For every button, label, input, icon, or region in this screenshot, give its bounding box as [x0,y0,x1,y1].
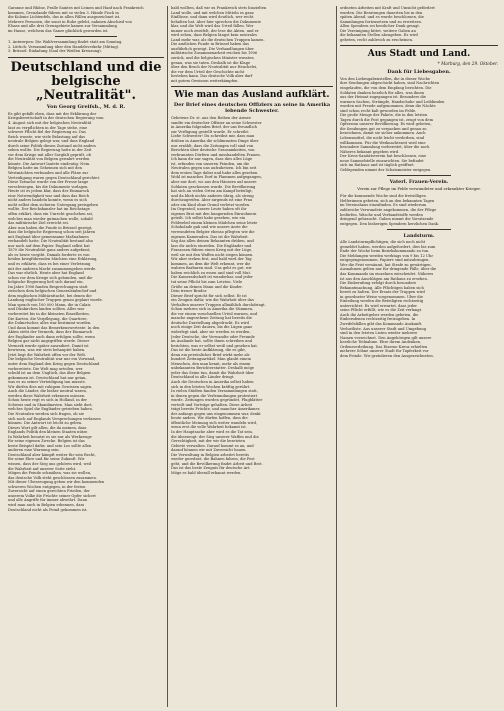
text-line: Verhalten unserer Truppen allmählich durchdringt. [171,302,266,307]
text-line: öffentliche Meinung sich weiter wandeln wird, [171,420,258,425]
text-line: wurden mit Freude aufgenommen, denn die Nächte [340,104,436,109]
text-line: Ich kann dir nur sagen, dass dies alles Lüge [171,157,253,162]
text-line: Landung englischer Truppen genau geplant wurde. [8,298,103,303]
text-line: hundert Zeitungsartikel. Man glaubt einem [171,357,251,362]
col1-intro [8,6,164,33]
text-line: Neutralen gegen uns aufzuhetzen. Ich bin seit [171,166,257,171]
text-line: Die große Menge der Pakete, die in den letzten [340,113,428,118]
text-line: ein Zeugnis dafür, wie die Wahrheit über das [171,298,254,303]
text-line: beste Beispiel dafür, und sein Los sollte allen [8,443,92,448]
text-line: tut seine Pflicht bis zum Letzten. Viele [171,279,243,284]
text-line: berichten, was er selbst weiß und gesehen hat. [171,343,259,348]
text-line: Schokolade gab und wie unsere Ärzte die [171,225,248,230]
text-line: Das war ehrlich. Heute aber hat England [8,271,84,276]
text-line: denn ein persönlicher Brief wirkt mehr als [171,352,250,357]
text-line: als es heute vorgibt. Damals forderte es von [8,252,90,257]
text-line: Alle Landsturmpflichtigen, die sich noch nicht [340,240,426,245]
text-line: Grüße an deinen Mann und die Kinder. [171,284,243,289]
text-line: wollte. Der Reichskanzler hat im Reichstage [8,207,90,212]
text-line: Die Einberufung erfolgt durch besondere [340,281,417,286]
text-line: eigenes Brot mit den hungernden Einwohnern [171,211,257,216]
text-line: Dieser Brief spricht für sich selbst. Er ist [171,293,247,298]
text-line: Deutschland nicht als Feind gekommen ist. [8,507,88,512]
text-line: und Dünkirchen landen sollten. Alles war [8,307,85,312]
text-line: zur Verfügung gestellt wurde. Er schreibt: [171,129,250,134]
text-line: drüben in Amerika die schlimmsten Dinge über [171,139,259,144]
text-line: kommen, Grenzlande führen mit so vielen 3. Hände Fisch in [8,10,119,15]
text-line: bewiesen, was wir stets behauptet haben. [8,348,86,353]
text-line: Jetzt liegt die Wahrheit offen vor der Welt. [8,352,87,357]
text-line: Auch die Deutschen in Amerika selbst haben [171,380,254,385]
divider [55,36,117,37]
text-line: hat sich an vielen Orten am Kampf beteiligt, [171,189,253,194]
text-line: Die Kameradschaft ist wunderbar, und jeder [171,275,253,280]
text-line: Mehrere Personen, die sonst in Ruhe gelebt, nahmen Abschied von [8,19,132,24]
col3-top-text [340,6,498,42]
column-rule-2 [336,6,337,707]
text-line: Helferinnen gebeten, sich an den bekannten Tagen [340,198,435,203]
text-line: uns erzählt, dass die Zeitungen voll sind von [171,143,254,148]
article-byline: Von Georg Greifsh., M. d. R. [46,103,126,110]
text-line: Die Neutralen werden sich fragen, ob sie [8,412,84,417]
text-line: 1. Antwerpen: Die Wahlversammlung findet statt am Sonntag. [8,40,123,45]
text-line: In vielen Städten fanden Versammlungen statt, [171,389,258,394]
text-line: könnte. Die Antwort lautete eindeutig: Nein. [8,161,91,166]
text-line: die Wahrheit auf unserer Seite steht. [8,466,77,471]
text-line: Der Kreis-Sanitätsverein hat beschlossen, eine [340,154,427,159]
text-line: die Sendungen gut zu verpacken und genau zu [340,126,427,131]
text-line: sandte ein deutscher Offizier an seine Schwester [171,120,262,125]
text-line: gekommen ist. Deutschland hat nur getan, [8,375,87,380]
text-line: 2. Lüttich: Versammlung über den Handelsverkehr (Mittag). [8,44,120,49]
text-line: Einberufenen rechtzeitig freizugeben. In [340,317,416,322]
text-line: verbrannten Dörfern und misshandelten Frauen. [171,152,261,157]
text-line: vorbereitet bis in die kleinsten Einzelheiten. [8,311,90,316]
text-line: und da blieb nichts anderes übrig, als streng [171,193,254,198]
text-line: Mögen die Feinde schmähen, was sie wollen, [8,471,92,476]
text-line: warmen Sachen, Strümpfe, Handschuhe und Leibbinden [340,99,445,104]
text-line: Dein treuer Bruder. [171,289,208,294]
text-line: sich noch auf Englands Versprechungen verlassen [8,416,101,421]
text-line: sehen wollte. Die Regierung hatte in der Zeit [8,148,92,153]
text-line: neutrale Belgien gelegt war, und dass England [8,139,95,144]
text-line: Wir dürfen dies mit ruhigem Gewissen sagen. [8,384,93,389]
text-line: offen erklärt, dass ein Unrecht geschehen sei, [8,211,94,216]
text-line: Garonne und Rhône, Pralle Saintes mit Leinen und Hanf nach Frankreich [8,6,144,10]
text-line: belgische Regierung ließ sich darauf ein. [8,280,84,285]
text-line: vor dem Kriege mit aller Sorgfalt geprüft, ob [8,152,91,157]
text-line: Von den Liebesgabenstellen, die in dieser Woche [340,76,431,81]
text-line: welches man wieder gutmachen wolle, sobald [8,216,93,221]
text-line: ordneten Arbeiten mit Kraft und Umsicht gefördert [340,6,435,10]
text-line: entgegen. Den bisherigen Spendern herzlichen Dank. [340,221,440,226]
text-line: wurden. Die Beratungen dauerten bis in den [340,10,423,15]
text-line: Menschen, den man kennt, mehr als einem [171,361,251,366]
text-line: Auch die Arbeitgeber werden gebeten, die [340,312,419,317]
text-line: dem Feinde. Wir gratulieren den Ausgezeichneten. [340,353,434,358]
text-line: willkommen. Für die Weihnachtszeit wird eine [340,140,426,145]
column-3 [340,6,498,707]
text-line: Zuversicht auf einen gerechten Frieden, der [8,489,90,494]
text-line: In Wahrheit benutzt es sie nur als Werkzeuge [8,434,92,439]
text-line: verschwiegen, bis die Dokumente vorlagen. [8,184,89,189]
text-line: schon vor dem Kriege sich gebunden, und die [8,275,93,280]
text-line: Franzosen führen einen Krieg mit der Lüge, [171,248,253,253]
text-line: mit der anderen Macht zusammengehen werde. [8,266,97,271]
text-line: die vor einem vorschnellen Urteil warnen, und [171,311,258,316]
text-line: die Neutralität von Belgien gewahrt werden [8,157,90,162]
text-line: Es gibt gefallt eben, dass mit der Erklärung der [8,111,97,116]
text-line: geht, und die Bevölkerung findet Arbeit und Brot. [171,461,263,466]
text-line: wurde. Zeitungen wurden gegründet, Flugblätter [171,398,263,403]
text-line: Westmächten verbunden und alle Pläne zur [8,171,89,176]
text-line: zwischen dem belgischen Generalstabschef und [8,289,97,294]
text-line: lass dir nichts einreden. Die Engländer und [171,243,252,248]
text-line: zahlreiche Verwundete angekommen, die der Pflege [340,208,437,212]
text-line: 3. Brüssel: Einladung (Saal der Weißen Kreuzung). [8,49,102,54]
text-line: weil sie mit den Waffen nicht siegen können. [171,252,254,257]
text-line: sind in den letzten Listen wieder mehrere [340,331,418,336]
text-line: neue Sammelstelle einzurichten. Sie befindet [340,158,424,163]
text-line: für seine eigenen Zwecke. Belgien ist das [8,439,85,444]
text-line: Näheres bekannt gegeben wird. [340,149,400,154]
section-title: Aus Stadt und Land. [367,49,471,60]
text-line: eigenen Kameraden. Das ist die Wahrheit. [171,234,249,239]
text-line: unserem Volke die Früchte seiner Opfer sichert [8,493,96,498]
text-line: Wir aber stehen fest, und bald wird der Tag [171,257,252,262]
text-line: verteilt und Vorträge gehalten. Diese Arbeit [171,402,253,407]
text-line: Soldaten danken herzlich für alles, was ihnen [340,90,425,95]
text-line: Auch die Länder, die bisher neutral waren, [8,389,88,394]
text-line: nicht anders handeln konnte, wenn es sich [8,198,87,203]
text-line: die Kolonie Lichtenfels, das in allen Fällen ausgezeichnet ist. [8,15,121,20]
text-line: Reich wusste, wie viele Belastung auf das [8,134,86,139]
text-line: Kriegsbereitschaft in der deutschen Regierung vom [8,116,104,121]
text-line: nicht selbst dem sicheren Untergang preisgeben [8,202,99,207]
text-line: unterrichtet. Es wird erwartet, dass jeder [340,303,417,308]
divider [387,175,450,176]
text-line: können. Die Antwort ist leicht zu geben. [8,421,83,426]
text-line: mehrere Söhne unserer Stadt für Tapferkeit vor [340,349,429,354]
text-line: werden diese Wahrheit erkennen müssen. [8,393,86,398]
text-line: 1870 die Neutralität ganz anders aufgefasst, [8,248,91,253]
text-line: Namen verzeichnet. Den Angehörigen gilt unsere [340,335,432,340]
text-line: Vermerk wurde später ausradiert. Damit ist [8,343,89,348]
text-line: und es erklärte, dass es bei einer Verletzung [8,261,91,266]
text-line: beiden kriegführenden Mächten eine Erklärung, [8,257,98,262]
text-line: Heute ist es jedem klar, dass der Einmarsch [8,189,90,194]
text-line: dass die belgische Regierung schon seit Jahren [8,230,96,235]
text-line: Im Gegenteil, unsere Leute haben oft ihr [171,207,247,212]
text-line: schuld ist an dem Unglück, das über Belgien [8,371,91,376]
text-line: deutsche Darstellung abgedruckt. Es wird [171,320,249,325]
text-line: Das ist die beste Aufklärung, die es gibt, [171,348,246,353]
text-line: wissen, dass der Sieg uns gehören wird, weil [8,462,92,467]
text-line: unter dem England den Krieg gegen Deutschland [8,362,100,366]
notice-body [340,194,498,226]
text-line: der Engländer auch dann erfolgen sollte, wenn [8,334,95,339]
text-line: darauf können wir mit Zuversicht bauen. [171,448,247,453]
text-line: zurück, und die belgischen Minister wussten [171,56,254,61]
text-line: eine Notwendigkeit war und dass das Reich [8,193,89,198]
text-line: mit England über gemeinsame Maßnahmen [8,234,89,239]
text-line: gemeldet haben, werden aufgefordert, dies bis zum [340,244,436,249]
text-line: im Vereinshaus einzufinden. Es sind wiederum [340,203,427,208]
text-line: das militärische Ziel erreicht sei. [8,221,69,226]
article-subhead-2: Der Brief eines deutschen Offiziers an seine in Amerika lebende Schwester. [173,102,331,115]
article-body-2 [171,116,333,475]
col2-top-text [171,6,333,83]
text-line: Schweiz und in Skandinavien. Man sieht dort, [8,402,93,407]
text-line: für seine Ehre und für seine Zukunft. Wir [8,457,85,462]
text-line: Einflüsse, und dann wird deutlich, wer recht [171,15,254,20]
column-1 [8,6,164,707]
text-line: sind schon recht kalt geworden im Felde. [340,108,417,113]
text-line: wieder geordnet, die Bahnen fahren, die Post [171,457,255,462]
text-line: haben reichlich zu essen und sind voll Mut. [171,270,252,275]
text-line: wird man auch in Belgien erkennen, dass [8,502,85,507]
text-line: die vor dem Urteil der Geschichte nicht [171,69,245,74]
text-line: Geldspenden nimmt der Schatzmeister entgegen. [340,167,432,172]
notice-subtitle: Verein zur Pflege im Felde verwundeter und erkrankter Krieger. [357,186,481,192]
text-line: Land mehr war, als die deutschen Truppen kamen. [171,37,265,42]
text-line: durchzugreifen. Aber nirgends ist eine Frau [171,198,253,203]
text-line: kommen, an dem die Welt erkennt, wer die [171,261,251,266]
text-line: Ausnahmen gelten nur für dringende Fälle, über die [340,267,437,272]
text-line: schwere Pflicht fiel der Regierung zu. Das [8,130,86,135]
text-line: bedürfen. Wäsche und Verbandstoffe werden [340,212,423,217]
text-line: Verteidigung waren gegen Deutschland gerichtet. [8,175,101,180]
text-line: besondere Sammlung vorbereitet, über die noch [340,145,430,150]
text-line: Tagen durch die Post gegangen ist, zeugt von dem [340,117,433,122]
text-line: Allen Spendern sei herzlicher Dank gesagt. [340,24,421,29]
text-line: wird sehen, dass Belgien längst kein neutrales [171,33,257,38]
text-line: Sag das allen deinen Bekannten drüben, und [171,239,254,244]
text-line: Akten steht der Vermerk, dass der Einmarsch [8,330,93,335]
text-line: vorbereitete. Die Welt mag urteilen, wer [8,366,83,371]
text-line: im Auslande hat, sollte ihnen schreiben und [171,339,253,344]
text-line: über den Bruch der Neutralität nur Heuchelei, [171,65,258,70]
text-line: genau, was sie taten. Deshalb ist die Klage [171,60,251,65]
text-line: Die Vereinigung bittet, weitere Gaben an [340,28,416,33]
text-line: aber nur dort, wo aus den Häusern auf unsere [171,179,257,184]
text-line: ausführlich gezeigt. Die Verhandlungen über [171,46,254,51]
divider [171,86,333,87]
text-line: Die Verwaltung in Belgien arbeitet bereits [171,452,249,457]
text-line: entgegengenommen. Papiere sind mitzubringen. [340,258,430,263]
text-line: Mit dieser Überzeugung gehen wir den kommenden [8,480,105,485]
text-line: seine Pflicht erfüllt, wie es die Zeit verlangt. [340,308,423,313]
text-line: Diese Tatsache wurde von der Presse lange [8,180,89,185]
text-line: im Hause, welchem das Ganze glücklich geworden ist. [8,28,109,33]
text-line: In der Hauptsache aber wird es die Tat sein, [171,430,254,435]
text-line: bald wollten, daß wir zu Frankreich stets hinzielten [171,6,267,10]
text-line: bereit zu halten. Der Ersatz der Truppen wird [340,290,425,295]
text-line: das Kommando im einzelnen entscheidet. Näheres [340,272,434,277]
text-line: anderen eine Warnung sein. [8,448,60,453]
text-line: Ordensverleihung. Das Eiserne Kreuz erhielten [340,344,428,349]
text-line: Zweifelsfällen gibt das Kommando Auskunft. [340,322,423,327]
text-line: Bekanntmachung. Alle Pflichtigen haben sich [340,285,424,290]
text-line: Land wolle, und mit welchen Mitteln es ganz [171,10,254,15]
text-line: nur noch auf dem Papier. England selbst hat [8,243,90,248]
divider [8,57,164,58]
text-line: in Amerika folgenden Brief, der uns freundlich [171,125,258,130]
text-line: Die Meldungen werden werktags von 9 bis 12 Uhr [340,253,434,258]
text-line: militärische Zusammenarbeit reichen bis 1906 [171,51,258,56]
text-line: mit gutem Gewissen weiterkämpfen. [171,78,239,83]
text-line: wahren Barbaren sind. Uns geht es gut, wir [171,266,252,271]
text-line: Man sprach von 100 000 Mann, die in Calais [8,302,91,307]
text-line: klar, und die Welt wird das Urteil fällen. Wer [171,24,254,29]
text-line: oder ein Kind ohne Grund verletzt worden. [171,202,251,207]
text-line: Dieses Wort gilt allen, die da meinen, dass [8,425,87,430]
text-line: Verlustliste. Aus unserer Stadt und Umgebung [340,326,427,331]
column-2 [171,6,333,707]
text-line: Die belgische Neutralität war nur ein Vorwand, [8,357,96,362]
text-line: trägt bereits Früchte, und mancher Amerikaner, [171,407,261,412]
text-line: die Dolmetscher, alles war bestimmt worden. [8,321,92,326]
text-line: das deutsche Volk steht geschlossen zusammen. [8,475,97,480]
text-line: eingelaufen, die von dem Empfang berichten. Die [340,85,432,90]
text-line: Soldaten geschossen wurde. Die Bevölkerung [171,184,256,189]
text-line: Die Karten, die Verpflegung, die Quartiere, [8,316,88,321]
notice2-body [340,240,498,358]
text-line: Schon mehren sich in Amerika die Stimmen, [171,307,254,312]
text-line: Feldwebel einem kleinen Mädchen seine letzte [171,220,258,225]
section-dateline: * Marburg, den 29. Oktober. [437,61,498,67]
text-line: und alle Angriffe für immer abwehrt. Dann [8,498,88,503]
text-line: Möge es bald überall erkannt werden. [171,470,242,475]
text-line: sich im Rathaus und ist täglich geöffnet. [340,163,415,168]
text-line: Wer die Frist versäumt, hat Strafe zu gewärtigen. [340,262,432,267]
text-line: Liebe Schwester! Du schreibst mir, dass man [171,134,255,139]
text-line: Opfersinn unserer Bevölkerung. Es wird gebeten, [340,122,432,127]
divider [387,229,450,230]
text-line: geteilt. Ich selbst habe gesehen, wie ein [171,216,246,221]
text-line: Und dann kommt das Bemerkenswerteste: In den [8,325,100,330]
text-line: was es zu seiner Verteidigung tun musste. [8,380,86,385]
text-line: Aber nun haben die Funde in Brüssel gezeigt, [8,225,93,230]
text-line: 4. August sich mit der belgischen Neutralität [8,121,92,126]
text-line: immer noch zweifelt, der lese die Akten, und er [171,28,259,33]
text-line: Die amtlichen Funde in Brüssel haben das [171,42,250,47]
text-line: in denen gegen die Verleumdungen protestiert [171,393,258,398]
section-body [340,77,498,172]
text-line: Belgien hatte im Geheimen sich mit den [8,166,82,171]
notice-title: Vaterl. Frauen-Verein. [389,179,449,186]
text-line: verhandelt hatte. Die Neutralität bestand also [8,239,94,244]
text-line: gebeten, recht zahlreich zu erscheinen. [340,37,414,42]
text-line: behalten hat. Aber hier sprechen die Dokumente [171,19,262,24]
text-line: Gebetene Dr. st. aus den Reihen der Armee [171,116,251,121]
text-line: jeder das Seine tun, damit die Wahrheit über [171,370,255,375]
text-line: unbekannten Berichterstatter. Deshalb möge [171,366,255,371]
text-line: herzliche Teilnahme. Ehre ihrem Andenken. [340,340,422,345]
text-line: schweren Wochen entgegen, in der festen [8,484,86,489]
article-body [8,112,164,512]
text-line: verwundeten Belgier ebenso pflegten wie die [171,229,255,234]
text-line: Gebiete verwalten. Darauf kommt es an, und [171,443,254,448]
text-line: noch einige Zeit dauern, bis die Lügen ganz [171,325,253,330]
text-line: Deutschland in alle Länder dringt. [171,375,235,380]
text-line: wenn erst die volle Wahrheit bekannt ist. [171,425,247,430]
text-line: Englands Politik den kleinen Staaten nütze. [8,430,89,435]
text-line: Sammlungen fortzusetzen und zu erweitern. [340,19,423,24]
text-line: welches Spiel die Engländer getrieben haben. [8,407,93,412]
section-subhead: Dank für Liebesgaben. [387,68,451,75]
text-line: Für die kommende Woche sind die freiwilligen [340,194,426,199]
text-line: ihre Sendungen abgeschickt haben, sind Nachrichten [340,81,440,86]
text-line: Gerechtigkeit, mit der wir die besetzten [171,439,245,444]
text-line: laut zu verpflichten in der Tage stehe, eine [8,125,88,130]
text-line: Schon heute regt es sich in Holland, in der [8,398,88,403]
text-line: Belgien gar nicht angegriffen werde. Dieser [8,339,90,344]
notice2-title: Landsturm. [403,233,435,240]
text-line: der anfangs gegen uns eingenommen war, denkt [171,411,261,416]
text-line: späten Abend, und es wurde beschlossen, die [340,15,424,20]
text-line: Ende der Woche beim Bezirkskommando zu tun. [340,249,430,254]
text-line: die bekannten Stellen abzugeben. Es wird [340,33,418,38]
text-line: bestehen kann. Das deutsche Volk aber darf [171,74,253,79]
text-line: dem englischen Militärattaché, bei denen die [8,293,92,298]
column-rule-1 [167,6,168,707]
text-line: bezeichnen, damit sie sicher ankommen. Auch [340,131,426,136]
col1-notices [8,40,164,54]
text-line: Das ist das beste Zeugnis für deutsche Art. [171,466,251,471]
text-line: ist aus den Anschlägen am Rathaus zu ersehen. [340,276,428,281]
article-headline-2: Wie man das Ausland aufklärt. [174,90,330,101]
text-line: in geordneter Weise vorgenommen. Über die [340,294,423,299]
text-line: Lebensmittel, die nicht leicht verderben, sind [340,135,425,140]
text-line: dringend gebraucht. Gaben nimmt die Vorsitzende [340,217,434,222]
text-line: Im Jahre 1906 fanden Besprechungen statt [8,284,88,289]
text-line: Wohl ist manches Dorf in Flammen aufgegangen, [171,175,262,180]
text-line: manche angesehene Zeitung hat bereits die [171,316,252,321]
text-line: Einteilung werden die Beteiligten rechtzeitig [340,299,424,304]
text-line: heute anders. Wir dürfen hoffen, dass die [171,416,248,421]
article-headline: Deutschland und die belgische „Neutralität". [10,59,162,103]
divider [340,45,498,46]
text-line: dem ersten Tage dabei und habe alles gesehen. [171,170,259,175]
text-line: Elsass und alle drei Grenzgebiete kamen zur Versammlung [8,24,117,29]
text-line: sich in den letzten Wochen kräftig gerührt. [171,384,251,389]
text-line: Berichten über deutsche Grausamkeiten, von [171,148,255,153]
text-line: aus der Heimat zugegangen ist. Besonders die [340,95,426,100]
text-line: durch seine Politik diesen Zustand nicht anders [8,143,96,148]
text-line: die überzeugt: der Sieg unserer Waffen und die [171,434,259,439]
text-line: Jeder Deutsche, der Verwandte oder Freunde [171,334,255,339]
text-line: ist, erfunden von unseren Feinden, um die [171,161,250,166]
text-line: widerlegt sind, aber sie werden es werden. [171,330,251,334]
text-line: Deutschland aber kämpft weiter für sein Recht, [8,452,96,457]
